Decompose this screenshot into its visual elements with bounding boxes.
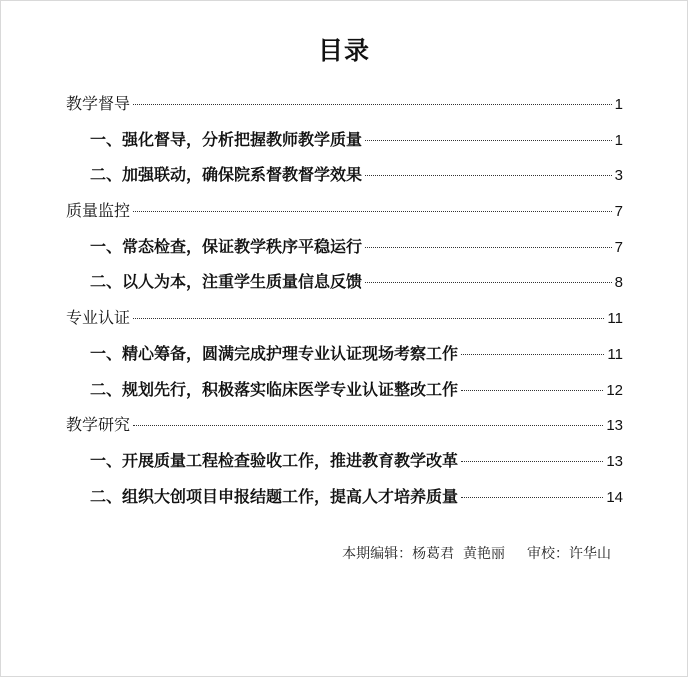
toc-entry-label: 二、以人为本，注重学生质量信息反馈 — [90, 272, 363, 292]
toc-page-number: 8 — [614, 274, 623, 292]
table-of-contents — [66, 92, 623, 520]
toc-page-number: 3 — [614, 167, 623, 185]
toc-page-number: 12 — [606, 381, 623, 399]
toc-dot-leader — [133, 104, 612, 105]
toc-entry-label: 二、规划先行，积极落实临床医学专业认证整改工作 — [90, 379, 459, 399]
toc-page-number: 11 — [607, 310, 623, 328]
toc-page-number: 11 — [607, 345, 623, 363]
toc-dot-leader — [133, 425, 603, 426]
toc-subsection-entry[interactable] — [66, 378, 623, 414]
toc-dot-leader — [365, 282, 612, 283]
toc-dot-leader — [461, 390, 603, 391]
editors-credit: 本期编辑：杨葛君 黄艳丽 — [342, 546, 505, 562]
toc-subsection-entry[interactable] — [66, 128, 623, 164]
toc-dot-leader — [133, 211, 612, 212]
toc-dot-leader — [365, 175, 612, 176]
toc-entry-label: 质量监控 — [66, 201, 131, 221]
toc-page-number: 13 — [606, 452, 623, 470]
reviewer-credit: 审校：许华山 — [527, 546, 611, 562]
toc-section-entry[interactable] — [66, 413, 623, 449]
toc-entry-label: 一、强化督导，分析把握教师教学质量 — [90, 129, 363, 149]
toc-entry-label: 二、加强联动，确保院系督教督学效果 — [90, 165, 363, 185]
toc-entry-label: 专业认证 — [66, 308, 131, 328]
toc-dot-leader — [461, 354, 604, 355]
toc-section-entry[interactable] — [66, 92, 623, 128]
toc-subsection-entry[interactable] — [66, 449, 623, 485]
toc-page-number: 14 — [606, 488, 623, 506]
toc-section-entry[interactable] — [66, 306, 623, 342]
toc-subsection-entry[interactable] — [66, 485, 623, 521]
toc-subsection-entry[interactable] — [66, 342, 623, 378]
toc-entry-label: 教学督导 — [66, 94, 131, 113]
toc-page-number: 13 — [606, 417, 623, 435]
toc-dot-leader — [133, 318, 604, 319]
toc-dot-leader — [461, 497, 603, 498]
toc-entry-label: 一、常态检查，保证教学秩序平稳运行 — [90, 236, 363, 256]
toc-subsection-entry[interactable] — [66, 163, 623, 199]
editorial-credits — [342, 543, 611, 563]
toc-section-entry[interactable] — [66, 199, 623, 235]
toc-subsection-entry[interactable] — [66, 270, 623, 306]
toc-subsection-entry[interactable] — [66, 235, 623, 271]
toc-entry-label: 教学研究 — [66, 415, 131, 435]
toc-page-number: 1 — [614, 131, 623, 149]
toc-dot-leader — [365, 247, 612, 248]
toc-page-number: 7 — [614, 238, 623, 256]
toc-page-number: 1 — [614, 96, 623, 113]
toc-dot-leader — [461, 461, 603, 462]
page-title: 目录 — [317, 36, 370, 65]
toc-entry-label: 二、组织大创项目申报结题工作，提高人才培养质量 — [90, 486, 459, 506]
toc-page-number: 7 — [614, 203, 623, 221]
toc-entry-label: 一、开展质量工程检查验收工作，推进教育教学改革 — [90, 450, 459, 470]
toc-dot-leader — [365, 140, 612, 141]
toc-entry-label: 一、精心筹备，圆满完成护理专业认证现场考察工作 — [90, 343, 459, 363]
